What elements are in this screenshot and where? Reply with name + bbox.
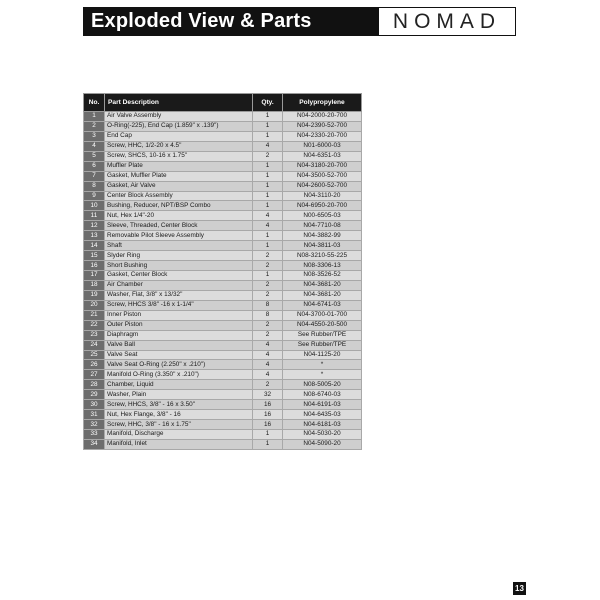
table-row — [84, 420, 362, 430]
cell-qty: 16 — [253, 400, 283, 410]
cell-qty: 1 — [253, 241, 283, 251]
table-row — [84, 410, 362, 420]
cell-description: Nut, Hex Flange, 3/8" - 16 — [105, 410, 253, 420]
cell-qty: 4 — [253, 360, 283, 370]
cell-part-number: N04-6191-03 — [283, 400, 362, 410]
cell-no: 11 — [84, 211, 105, 221]
cell-part-number: N08-6740-03 — [283, 390, 362, 400]
cell-description: Gasket, Air Valve — [105, 181, 253, 191]
table-row — [84, 241, 362, 251]
cell-qty: 2 — [253, 251, 283, 261]
cell-description: Center Block Assembly — [105, 191, 253, 201]
cell-no: 1 — [84, 112, 105, 122]
cell-qty: 16 — [253, 420, 283, 430]
cell-no: 8 — [84, 181, 105, 191]
cell-part-number: N04-3882-99 — [283, 231, 362, 241]
table-row — [84, 181, 362, 191]
table-row — [84, 320, 362, 330]
cell-no: 5 — [84, 151, 105, 161]
cell-qty: 1 — [253, 121, 283, 131]
cell-qty: 4 — [253, 141, 283, 151]
cell-part-number: N04-3180-20-700 — [283, 161, 362, 171]
cell-part-number: * — [283, 360, 362, 370]
cell-qty: 4 — [253, 370, 283, 380]
cell-description: Slyder Ring — [105, 251, 253, 261]
table-row — [84, 439, 362, 449]
cell-qty: 2 — [253, 261, 283, 271]
column-header-qty: Qty. — [253, 94, 283, 112]
column-header-no: No. — [84, 94, 105, 112]
cell-no: 23 — [84, 330, 105, 340]
cell-description: Screw, HHC, 1/2-20 x 4.5" — [105, 141, 253, 151]
cell-qty: 2 — [253, 330, 283, 340]
cell-no: 13 — [84, 231, 105, 241]
cell-description: Screw, SHCS, 10-16 x 1.75" — [105, 151, 253, 161]
cell-qty: 8 — [253, 300, 283, 310]
table-row — [84, 141, 362, 151]
table-row — [84, 211, 362, 221]
cell-part-number: N04-7710-08 — [283, 221, 362, 231]
cell-qty: 1 — [253, 131, 283, 141]
cell-description: Bushing, Reducer, NPT/BSP Combo — [105, 201, 253, 211]
table-row — [84, 330, 362, 340]
column-header-polypropylene: Polypropylene — [283, 94, 362, 112]
cell-no: 20 — [84, 300, 105, 310]
cell-no: 18 — [84, 280, 105, 290]
cell-no: 15 — [84, 251, 105, 261]
cell-part-number: N04-6950-20-700 — [283, 201, 362, 211]
cell-no: 12 — [84, 221, 105, 231]
cell-description: Screw, HHCS, 3/8" - 16 x 3.50" — [105, 400, 253, 410]
cell-qty: 1 — [253, 430, 283, 440]
table-row — [84, 350, 362, 360]
cell-no: 34 — [84, 439, 105, 449]
cell-part-number: N04-3681-20 — [283, 290, 362, 300]
cell-qty: 2 — [253, 151, 283, 161]
table-row — [84, 261, 362, 271]
cell-qty: 1 — [253, 181, 283, 191]
cell-description: Air Chamber — [105, 280, 253, 290]
cell-description: Screw, HHCS 3/8" -16 x 1-1/4" — [105, 300, 253, 310]
cell-description: Air Valve Assembly — [105, 112, 253, 122]
table-row — [84, 161, 362, 171]
cell-description: Outer Piston — [105, 320, 253, 330]
cell-no: 31 — [84, 410, 105, 420]
table-row — [84, 131, 362, 141]
table-row — [84, 400, 362, 410]
cell-part-number: N04-6181-03 — [283, 420, 362, 430]
cell-description: Chamber, Liquid — [105, 380, 253, 390]
cell-description: Inner Piston — [105, 310, 253, 320]
cell-description: Manifold, Discharge — [105, 430, 253, 440]
cell-part-number: N04-6351-03 — [283, 151, 362, 161]
cell-no: 10 — [84, 201, 105, 211]
cell-no: 24 — [84, 340, 105, 350]
cell-no: 16 — [84, 261, 105, 271]
cell-description: Manifold, Inlet — [105, 439, 253, 449]
cell-no: 14 — [84, 241, 105, 251]
cell-qty: 4 — [253, 350, 283, 360]
table-row — [84, 380, 362, 390]
cell-part-number: N04-2390-52-700 — [283, 121, 362, 131]
table-row — [84, 121, 362, 131]
cell-part-number: N04-5030-20 — [283, 430, 362, 440]
cell-qty: 1 — [253, 171, 283, 181]
cell-no: 9 — [84, 191, 105, 201]
cell-part-number: N04-2600-52-700 — [283, 181, 362, 191]
cell-description: Shaft — [105, 241, 253, 251]
table-row — [84, 360, 362, 370]
table-row — [84, 340, 362, 350]
cell-part-number: See Rubber/TPE — [283, 330, 362, 340]
table-row — [84, 201, 362, 211]
cell-part-number: N04-3681-20 — [283, 280, 362, 290]
cell-description: Valve Ball — [105, 340, 253, 350]
cell-no: 17 — [84, 271, 105, 281]
table-row — [84, 191, 362, 201]
table-row — [84, 251, 362, 261]
cell-description: Removable Pilot Sleeve Assembly — [105, 231, 253, 241]
cell-no: 29 — [84, 390, 105, 400]
table-row — [84, 171, 362, 181]
cell-part-number: N08-3306-13 — [283, 261, 362, 271]
table-row — [84, 221, 362, 231]
cell-part-number: N04-3500-52-700 — [283, 171, 362, 181]
cell-description: Valve Seat — [105, 350, 253, 360]
cell-no: 25 — [84, 350, 105, 360]
cell-no: 19 — [84, 290, 105, 300]
cell-qty: 32 — [253, 390, 283, 400]
cell-description: Washer, Plain — [105, 390, 253, 400]
parts-table-body — [84, 112, 362, 450]
cell-part-number: * — [283, 370, 362, 380]
cell-no: 21 — [84, 310, 105, 320]
cell-qty: 8 — [253, 310, 283, 320]
table-row — [84, 290, 362, 300]
table-row — [84, 151, 362, 161]
table-row — [84, 390, 362, 400]
cell-qty: 1 — [253, 161, 283, 171]
cell-description: Nut, Hex 1/4"-20 — [105, 211, 253, 221]
page-number: 13 — [513, 582, 526, 595]
cell-qty: 1 — [253, 231, 283, 241]
cell-part-number: See Rubber/TPE — [283, 340, 362, 350]
cell-part-number: N04-2000-20-700 — [283, 112, 362, 122]
cell-part-number: N08-5005-20 — [283, 380, 362, 390]
cell-description: Washer, Flat, 3/8" x 13/32" — [105, 290, 253, 300]
table-row — [84, 310, 362, 320]
cell-part-number: N04-6741-03 — [283, 300, 362, 310]
table-row — [84, 300, 362, 310]
cell-part-number: N01-6000-03 — [283, 141, 362, 151]
cell-qty: 2 — [253, 290, 283, 300]
cell-description: Diaphragm — [105, 330, 253, 340]
cell-qty: 4 — [253, 340, 283, 350]
table-row — [84, 280, 362, 290]
cell-part-number: N00-6505-03 — [283, 211, 362, 221]
table-row — [84, 112, 362, 122]
table-row — [84, 271, 362, 281]
cell-qty: 1 — [253, 439, 283, 449]
cell-part-number: N08-3526-52 — [283, 271, 362, 281]
cell-description: Sleeve, Threaded, Center Block — [105, 221, 253, 231]
cell-description: Valve Seat O-Ring (2.250" x .210") — [105, 360, 253, 370]
cell-no: 6 — [84, 161, 105, 171]
cell-part-number: N04-3700-01-700 — [283, 310, 362, 320]
page-header — [83, 7, 516, 61]
parts-table — [83, 93, 362, 450]
cell-qty: 1 — [253, 112, 283, 122]
cell-description: O-Ring(-225), End Cap (1.859" x .139") — [105, 121, 253, 131]
table-row — [84, 370, 362, 380]
cell-description: Manifold O-Ring (3.350" x .210") — [105, 370, 253, 380]
cell-part-number: N04-4550-20-500 — [283, 320, 362, 330]
cell-part-number: N04-3811-03 — [283, 241, 362, 251]
cell-no: 30 — [84, 400, 105, 410]
table-row — [84, 430, 362, 440]
cell-qty: 1 — [253, 271, 283, 281]
cell-no: 2 — [84, 121, 105, 131]
brand-logo: NOMAD — [379, 7, 516, 36]
cell-description: Short Bushing — [105, 261, 253, 271]
cell-part-number: N04-6435-03 — [283, 410, 362, 420]
cell-part-number: N04-3110-20 — [283, 191, 362, 201]
cell-no: 27 — [84, 370, 105, 380]
page-title: Exploded View & Parts Listing — [83, 7, 379, 36]
cell-no: 3 — [84, 131, 105, 141]
cell-part-number: N04-5090-20 — [283, 439, 362, 449]
cell-description: Gasket, Muffler Plate — [105, 171, 253, 181]
cell-qty: 4 — [253, 211, 283, 221]
cell-qty: 16 — [253, 410, 283, 420]
cell-description: End Cap — [105, 131, 253, 141]
cell-qty: 4 — [253, 221, 283, 231]
cell-no: 22 — [84, 320, 105, 330]
table-header-row — [84, 94, 362, 112]
cell-qty: 2 — [253, 380, 283, 390]
cell-description: Gasket, Center Block — [105, 271, 253, 281]
cell-qty: 1 — [253, 201, 283, 211]
cell-no: 32 — [84, 420, 105, 430]
table-row — [84, 231, 362, 241]
cell-no: 28 — [84, 380, 105, 390]
cell-description: Muffler Plate — [105, 161, 253, 171]
cell-no: 33 — [84, 430, 105, 440]
cell-part-number: N08-3210-55-225 — [283, 251, 362, 261]
cell-qty: 2 — [253, 280, 283, 290]
cell-part-number: N04-1125-20 — [283, 350, 362, 360]
cell-qty: 1 — [253, 191, 283, 201]
cell-no: 7 — [84, 171, 105, 181]
cell-no: 26 — [84, 360, 105, 370]
cell-no: 4 — [84, 141, 105, 151]
cell-part-number: N04-2330-20-700 — [283, 131, 362, 141]
cell-qty: 2 — [253, 320, 283, 330]
cell-description: Screw, HHC, 3/8" - 16 x 1.75" — [105, 420, 253, 430]
column-header-description: Part Description — [105, 94, 253, 112]
